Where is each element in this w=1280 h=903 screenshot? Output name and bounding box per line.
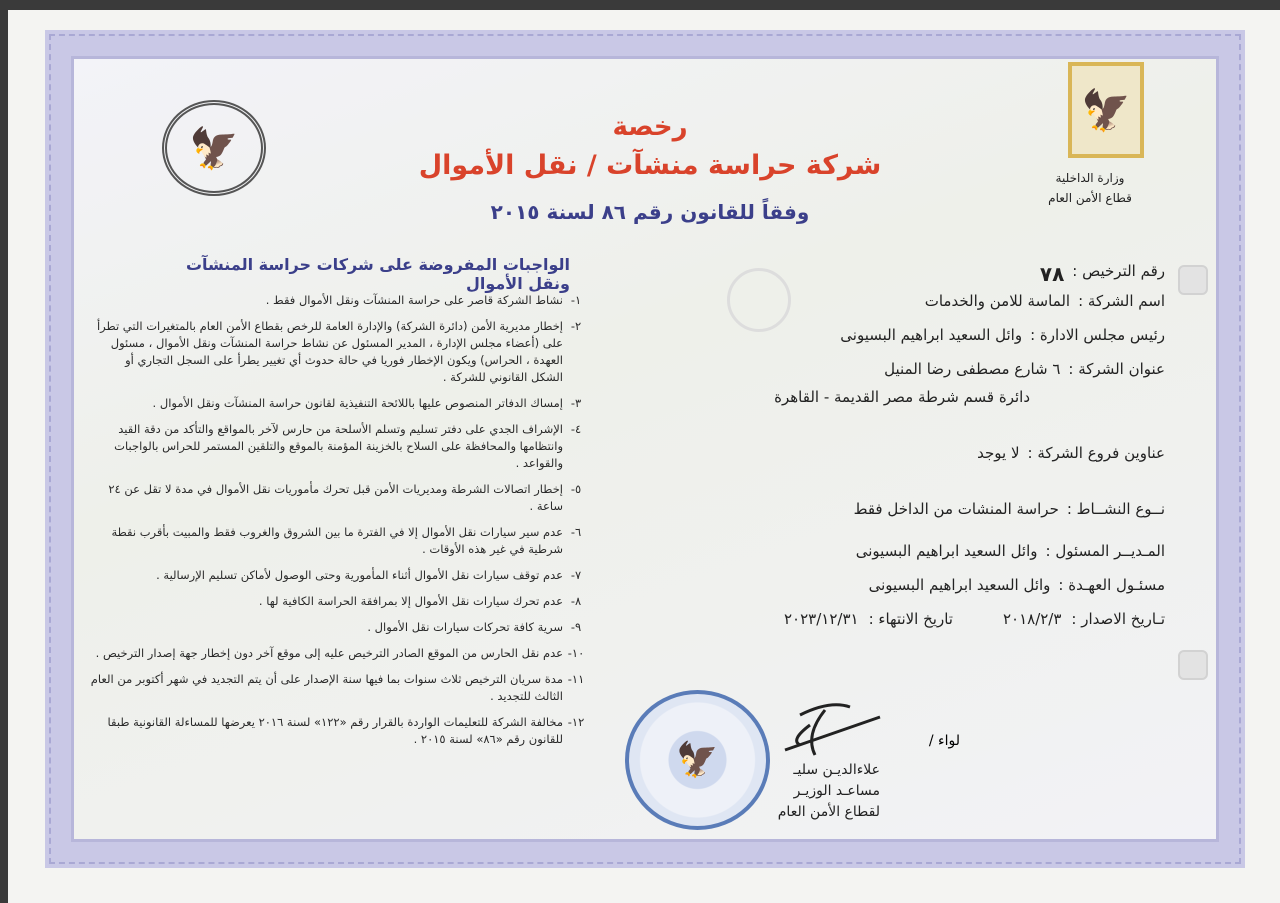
duty-item (90, 318, 585, 386)
duty-item (90, 481, 585, 515)
field-label: رئيس مجلس الادارة : (1030, 326, 1165, 344)
duty-text: عدم تحرك سيارات نقل الأموال إلا بمرافقة الحراسة الكافية لها . (258, 594, 563, 608)
duty-text: عدم نقل الحارس من الموقع الصادر الترخيص عليه إلى موقع آخر دون إخطار جهة إصدار الترخيص . (95, 646, 563, 660)
field-label: مسئـول العهـدة : (1058, 576, 1165, 594)
law-reference: وفقاً للقانون رقم ٨٦ لسنة ٢٠١٥ (490, 200, 810, 224)
field-label: تـاريخ الاصدار : (1071, 610, 1165, 628)
duty-item (90, 567, 585, 584)
manager-name: وائل السعيد ابراهيم البسيونى (855, 542, 1038, 560)
company-district: دائرة قسم شرطة مصر القديمة - القاهرة (774, 388, 1030, 406)
duty-item (90, 671, 585, 705)
field-label: عناوين فروع الشركة : (1027, 444, 1165, 462)
dates-row (690, 610, 1165, 628)
duty-text: إخطار اتصالات الشرطة ومديريات الأمن قبل تحرك مأموريات نقل الأموال في مدة لا تقل عن ٢٤ ساعة . (108, 482, 563, 513)
duty-item (90, 593, 585, 610)
duty-text: مدة سريان الترخيص ثلاث سنوات بما فيها سنة الإصدار على أن يتم التجديد في شهر أكتوبر من العام الثالث للتجديد . (90, 672, 563, 703)
duty-text: مخالفة الشركة للتعليمات الواردة بالقرار رقم «١٢٢» لسنة ٢٠١٦ يعرضها للمساءلة القانونية طبقا للقانون رقم «٨٦» لسنة ٢٠١٥ . (107, 715, 563, 746)
document-subtitle: شركة حراسة منشآت / نقل الأموال (418, 150, 882, 181)
signatory-rank: لواء / (928, 733, 960, 749)
activity-row (690, 500, 1165, 518)
branches-value: لا يوجد (977, 444, 1020, 462)
duty-number: ١١- (567, 672, 585, 686)
custody-row (690, 576, 1165, 594)
ministry-logo: 🦅 (1068, 62, 1144, 158)
license-fields (690, 262, 1165, 628)
duties-list (90, 292, 585, 757)
duty-text: إمساك الدفاتر المنصوص عليها باللائحة التنفيذية لقانون حراسة المنشآت ونقل الأموال . (152, 396, 563, 410)
duty-item (90, 421, 585, 472)
license-number: ٧٨ (1039, 262, 1065, 286)
duties-heading: الواجبات المفروضة على شركات حراسة المنشآت ونقل الأموال (185, 255, 570, 293)
chairman-row (690, 326, 1165, 344)
police-eagle-emblem: 🦅 (162, 100, 266, 196)
duty-number: ٥- (570, 482, 582, 496)
address-row (690, 360, 1165, 378)
duty-number: ٢- (570, 319, 582, 333)
duty-number: ٤- (570, 422, 582, 436)
field-label: نــوع النشــاط : (1066, 500, 1165, 518)
issue-date: ٢٠١٨/٢/٣ (1002, 610, 1062, 628)
handwritten-signature (770, 695, 890, 765)
duty-number: ١٢- (567, 715, 585, 729)
official-stamp: 🦅 (625, 690, 770, 830)
duty-number: ٦- (570, 525, 582, 539)
duty-number: ٧- (570, 568, 582, 582)
duty-item (90, 619, 585, 636)
duty-text: عدم توقف سيارات نقل الأموال أثناء المأمورية وحتى الوصول لأماكن تسليم الإرسالية . (156, 568, 563, 582)
ministry-heading (1040, 168, 1140, 208)
duty-number: ٩- (570, 620, 582, 634)
district-row (690, 388, 1165, 406)
duty-text: عدم سير سيارات نقل الأموال إلا في الفترة ما بين الشروق والغروب فقط والمبيت بأقرب نقطة شرطية في غير هذه الأوقات . (111, 525, 563, 556)
field-label: رقم الترخيص : (1072, 262, 1165, 280)
sector-name: قطاع الأمن العام (1048, 191, 1132, 205)
license-number-row (690, 262, 1165, 286)
duty-item (90, 645, 585, 662)
chairman-name: وائل السعيد ابراهيم البسيونى (840, 326, 1023, 344)
activity-value: حراسة المنشات من الداخل فقط (853, 500, 1059, 518)
branches-row (690, 444, 1165, 462)
duty-item (90, 292, 585, 309)
signatory-sector: لقطاع الأمن العام (777, 804, 880, 820)
duty-number: ٣- (570, 396, 582, 410)
duty-text: سرية كافة تحركات سيارات نقل الأموال . (367, 620, 563, 634)
duty-item (90, 395, 585, 412)
field-label: تاريخ الانتهاء : (868, 610, 953, 628)
signatory-title: مساعـد الوزيـر (793, 783, 880, 799)
company-name: الماسة للامن والخدمات (924, 292, 1071, 310)
duty-number: ٨- (570, 594, 582, 608)
field-label: المـديــر المسئول : (1045, 542, 1165, 560)
signatory-name: علاءالديـن سليـ (793, 762, 880, 778)
duty-number: ١٠- (567, 646, 585, 660)
duty-text: إخطار مديرية الأمن (دائرة الشركة) والإدارة العامة للرخص بقطاع الأمن العام بالمتغيرات التي تطرأ على (أعضاء مجلس الإدارة ، المدير المسئول عن نشاط حراسة المنشآت ونقل الأموال ، مسئول العهدة ، الحراس) ويكون الإخطار فوريا في حالة حدوث أي تغيير يطرأ على السجل التجاري أو الشكل القانوني للشركة . (96, 319, 563, 384)
duty-number: ١- (570, 293, 582, 307)
company-row (690, 292, 1165, 310)
security-mark (1178, 650, 1208, 680)
duty-text: الإشراف الجدي على دفتر تسليم وتسلم الأسلحة من حارس لآخر بالمواقع والتأكد من دقة القيد وانتظامها والمحافظة على السلاح بالخزينة المؤمنة بالموقع والتلقين المستمر للحراس بالواجبات والقواعد . (114, 422, 563, 470)
security-mark (1178, 265, 1208, 295)
duty-item (90, 714, 585, 748)
custody-name: وائل السعيد ابراهيم البسيونى (868, 576, 1051, 594)
field-label: اسم الشركة : (1078, 292, 1165, 310)
ministry-name: وزارة الداخلية (1055, 171, 1125, 185)
company-address: ٦ شارع مصطفى رضا المنيل (884, 360, 1061, 378)
duty-text: نشاط الشركة قاصر على حراسة المنشآت ونقل الأموال فقط . (265, 293, 563, 307)
field-label: عنوان الشركة : (1068, 360, 1165, 378)
expiry-date: ٢٠٢٣/١٢/٣١ (784, 610, 859, 628)
signature-block (700, 760, 880, 823)
document-title: رخصة (612, 112, 688, 142)
manager-row (690, 542, 1165, 560)
duty-item (90, 524, 585, 558)
